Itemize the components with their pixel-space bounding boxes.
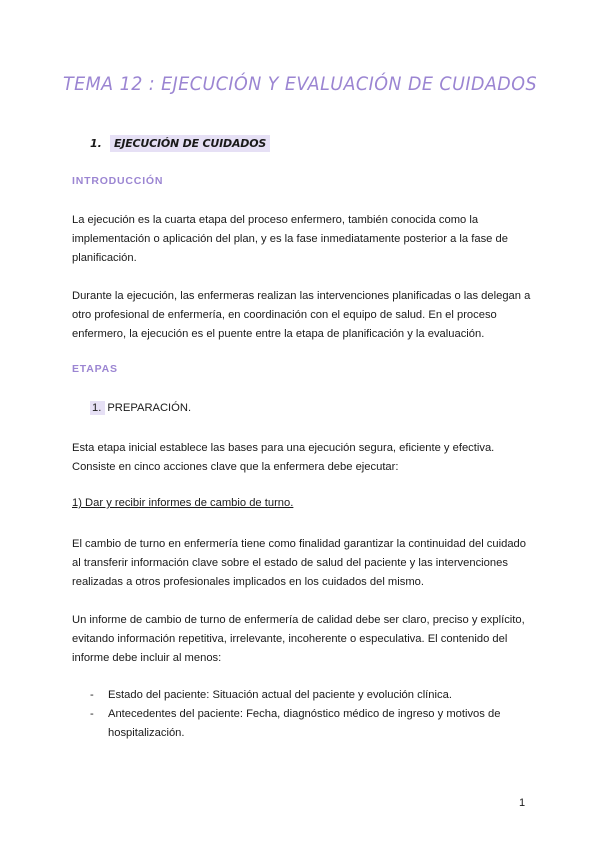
report-content-list bbox=[90, 686, 530, 743]
section-heading bbox=[90, 135, 270, 152]
section-label: EJECUCIÓN DE CUIDADOS bbox=[110, 135, 270, 152]
intro-paragraph-1: La ejecución es la cuarta etapa del proceso enfermero, también conocida como la implementación o aplicación del plan, y es la fase inmediatamente posterior a la fase de planificación. bbox=[72, 214, 508, 264]
intro-heading: INTRODUCCIÓN bbox=[72, 175, 164, 187]
list-bullet: - bbox=[90, 689, 94, 701]
list-item-text: Antecedentes del paciente: Fecha, diagnóstico médico de ingreso y motivos de hospitalización. bbox=[108, 708, 501, 739]
intro-paragraph-2: Durante la ejecución, las enfermeras realizan las intervenciones planificadas o las delegan a otro profesional de enfermería, en coordinación con el equipo de salud. En el proceso enfermero, la ejecución es el puente entre la etapa de planificación y la evaluación. bbox=[72, 290, 531, 340]
shift-change-paragraph-1: El cambio de turno en enfermería tiene como finalidad garantizar la continuidad del cuidado al transferir información clave sobre el estado de salud del paciente y las intervenciones realizadas a otros profesionales implicados en los cuidados del mismo. bbox=[72, 538, 526, 588]
etapas-heading: ETAPAS bbox=[72, 363, 118, 375]
shift-change-paragraph-2: Un informe de cambio de turno de enfermería de calidad debe ser claro, preciso y explícito, evitando información repetitiva, irrelevante, incoherente o especulativa. El contenido del informe debe incluir al menos: bbox=[72, 614, 525, 664]
section-number: 1. bbox=[90, 137, 102, 150]
list-bullet: - bbox=[90, 708, 94, 720]
list-item bbox=[90, 686, 530, 705]
list-item-text: Estado del paciente: Situación actual del paciente y evolución clínica. bbox=[108, 689, 452, 701]
document-title: TEMA 12 : EJECUCIÓN Y EVALUACIÓN DE CUIDADOS bbox=[62, 73, 538, 95]
step-number: 1. bbox=[90, 401, 105, 415]
action-heading: 1) Dar y recibir informes de cambio de turno. bbox=[72, 497, 294, 509]
preparation-paragraph: Esta etapa inicial establece las bases para una ejecución segura, eficiente y efectiva. Consiste en cinco acciones clave que la enfermera debe ejecutar: bbox=[72, 442, 495, 473]
step-heading bbox=[90, 401, 191, 415]
list-item bbox=[90, 705, 530, 743]
page-number: 1 bbox=[519, 797, 526, 809]
step-label: PREPARACIÓN. bbox=[107, 402, 192, 414]
